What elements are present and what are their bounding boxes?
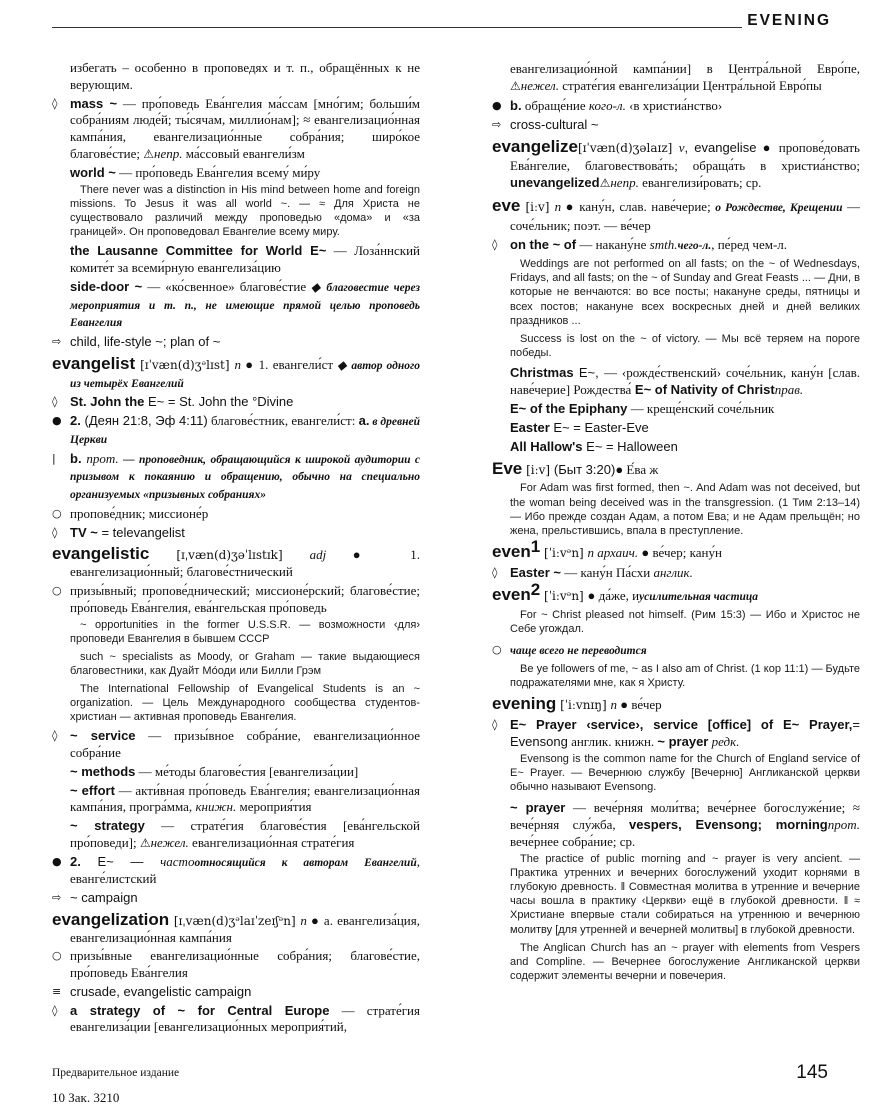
pronunciation: [ɪˌvæn(d)ʒᵊlaɪˈzeɪʃᵊn] <box>169 913 301 928</box>
entry-line <box>52 818 420 852</box>
entry-headword-line <box>492 197 860 234</box>
usage-example: There never was a distinction in His mind between home and foreign missions. To Jesus it was all world ~. — ≈ Для Христа не существовало различий между проповедью «дома» и «за границей». Он проповедовал Евангелие всему миру. <box>70 184 420 239</box>
sub-circle-icon: ○ <box>52 583 62 597</box>
entry-line <box>52 583 420 617</box>
usage-example: such ~ specialists as Moody, or Graham — такие выдающиеся благовестники, как Дуайт Мо́оди или Билли Грэм <box>70 651 420 678</box>
gloss-note: ◆ благовестие через мероприятия и т. п., не имеющие прямой целью проповедь Евангелия <box>70 281 420 330</box>
translation: — про́поведь Ева́нгелия всему́ ми́ру <box>115 164 321 180</box>
translation: — креще́нский соче́льник <box>627 401 775 417</box>
pronunciation: [ˈiːvnɪŋ] <box>556 698 611 713</box>
translation: — накану́не <box>576 237 650 252</box>
translation: обраще́ние <box>521 98 589 113</box>
phrase: on the ~ of <box>510 237 577 252</box>
entry-line <box>52 279 420 332</box>
phrase: Easter ~ <box>510 565 561 581</box>
translation: — ме́тоды благове́стия [евангелиза́ции] <box>135 763 359 779</box>
plain-sans-text: (Деян 21:8, Эф 4:11) <box>80 413 208 428</box>
phrase: ~ strategy <box>70 818 145 833</box>
translation: благове́стник, евангели́ст: <box>207 413 359 428</box>
sub-circle-icon: ○ <box>52 949 62 963</box>
translation: страте́гия евангелиза́ции Центра́льной Евро́пы <box>558 78 822 93</box>
translation: призы́вный; пропове́днический; миссионе́рский; благове́стие; про́поведь Ева́нгелия, ева́нгельская про́поведь <box>70 582 420 615</box>
idiom-diamond-icon: ◊ <box>492 718 498 732</box>
warning-triangle-icon: ⚠ <box>510 79 521 93</box>
entry-line <box>52 890 420 907</box>
plain-sans-text: cross-cultural ~ <box>510 117 599 132</box>
warning-triangle-icon: ⚠ <box>143 146 155 161</box>
entry-line <box>492 116 860 133</box>
phrase: unevangelized <box>510 175 600 190</box>
phrase: ~ service <box>70 728 136 744</box>
entry-headword-line <box>492 460 860 479</box>
translation: ● ве́чер; кану́н <box>638 545 722 561</box>
phrase: ~ methods <box>70 763 136 779</box>
pronunciation: [iːv] <box>522 463 554 478</box>
header-rule <box>52 27 742 28</box>
entry-line <box>492 364 860 398</box>
gloss-note: чего-л. <box>677 240 712 252</box>
entry-line <box>52 525 420 542</box>
phrase: E~ of the Epiphany <box>510 401 628 417</box>
plain-sans-text: ~ campaign <box>70 890 138 905</box>
entry-line <box>52 506 420 523</box>
usage-example: Weddings are not performed on all fasts; on the ~ of Wednesdays, Fridays, and all fasts; on the ~ of Sunday and Great Feasts ... — Дни, в которые не венчаются: во все посты; накануне среды, пятницы и всех постов; накануне всех воскресных дней и дней великих праздников ... <box>510 258 860 327</box>
phrase: the Lausanne Committee for World E~ <box>70 243 327 259</box>
usage-example: The practice of public morning and ~ prayer is very ancient. — Практика утренних и вечерних богослужений уходит корнями в глубокую древность. ‖ Совместная молитва в утренние и вечерние часы вошла в практику ‹Церкви› ещё в глубокой древности. ‖ ≈ Христиане впервые стали собираться на утреннюю и вечернюю молитву [для утренней и вечерней молитвы] в глубокой древности. <box>510 852 860 936</box>
entry-headword-line <box>52 909 420 947</box>
gloss-note: чаще всего не переводится <box>510 644 647 657</box>
translation: , еванге́листский <box>70 853 420 887</box>
entry-line <box>492 97 860 114</box>
see-arrow-icon: ⇨ <box>52 891 62 904</box>
translation: — вече́рняя моли́тва; вече́рнее богослуже́ние; ≈ вече́рняя слу́жба, <box>510 799 860 832</box>
phrase: world ~ <box>70 164 116 180</box>
translation: ● a. евангелиза́ция, евангелизацио́нная кампа́ния <box>70 912 420 945</box>
translation: ● 1. евангели́ст <box>240 356 338 372</box>
plain-sans-text: child, life-style ~; plan of ~ <box>70 334 221 349</box>
usage-label: smth. <box>649 237 678 252</box>
phrase: All Hallow's <box>510 439 583 455</box>
translation: , пе́ред чем-л. <box>711 237 788 252</box>
usage-example: The International Fellowship of Evangelical Students is an ~ organization. — Цель Международного сообщества студентов-христиан — активная проповедь Евангелия. <box>70 683 420 724</box>
entry-line <box>52 334 420 351</box>
homonym-number: 2 <box>530 579 541 599</box>
usage-label: прот. <box>827 816 860 832</box>
headword: evangelize <box>492 137 578 156</box>
part-of-speech: n <box>554 199 562 214</box>
phrase: b. <box>510 98 522 113</box>
idiom-diamond-icon: ◊ <box>492 238 498 251</box>
translation: — кану́н Па́схи <box>560 565 651 581</box>
translation: ● кану́н, слав. наве́черие; <box>561 199 716 214</box>
usage-example: Evensong is the common name for the Church of England service of E~ Prayer. — Вечернюю службу [Вечерню] Англиканской церкви обычно называют Evensong. <box>510 753 860 794</box>
translation: — соче́льник; поэт. — ве́чер <box>510 199 861 233</box>
plain-sans-text: (Быт 3:20) <box>553 462 616 478</box>
translation: ‹в христиа́нство› <box>625 98 723 113</box>
headword: even <box>492 585 531 605</box>
translation: — страте́гия евангелиза́ции [евангелизацио́нных мероприя́тий, <box>70 1002 420 1035</box>
entry-line <box>52 243 420 277</box>
plain-sans-text: = Evensong <box>510 717 860 750</box>
part-of-speech: n <box>610 697 617 713</box>
translation: — про́поведь Ева́нгелия ма́ссам [мно́гим; больши́м собра́ниям люде́й; ты́сячам, миллио́нам]; ≈ евангелизацио́нная кампа́ния, евангелизацио́нные собра́ния; широ́кое благове́стие; <box>70 95 420 161</box>
entry-line <box>52 764 420 781</box>
usage-label: англик. <box>650 565 693 581</box>
translation: ● да́же, и <box>587 588 640 604</box>
superscript <box>530 536 541 556</box>
usage-example: For Adam was first formed, then ~. And Adam was not deceived, but the woman being deceived was in the transgression. (1 Тим 2:13–14) — Ибо прежде создан Адам, а потом Ева; и не Адам прельщён; но жена, прельстившись, впала в преступление. <box>510 482 860 538</box>
sub-circle-icon: ○ <box>492 642 502 656</box>
part-of-speech: v <box>678 140 685 155</box>
gloss-note: в древней Церкви <box>70 416 420 446</box>
entry-line <box>52 96 420 163</box>
pronunciation: [ɪˈvæn(d)ʒᵊlɪst] <box>135 357 235 372</box>
phrase: mass ~ <box>70 95 118 111</box>
usage-label: прот. <box>81 450 119 466</box>
phrase: E~ Prayer ‹service›, service [office] of E~ Prayer, <box>510 717 853 733</box>
entry-line <box>52 948 420 982</box>
entry-line <box>52 413 420 449</box>
translation: ● Е́ва ж <box>615 462 659 478</box>
entry-headword-line <box>492 579 860 606</box>
see-arrow-icon: ⇨ <box>52 335 62 348</box>
phrase: Christmas <box>510 365 574 381</box>
entry-line <box>52 1003 420 1037</box>
usage-example: Be ye followers of me, ~ as I also am of Christ. (1 кор 11:1) — Будьте подражателями мне, как я Христу. <box>510 662 860 689</box>
phrase: Easter <box>510 420 550 436</box>
translation: — ‹рожде́ственский› соче́льник, кану́н [слав. наве́черие] Рождества́ <box>510 365 860 398</box>
translation: евангелизацио́нная страте́гия <box>188 834 355 850</box>
continued-text: избегать – особенно в проповедях и т. п., обращённых к не верующим. <box>70 60 420 92</box>
superscript <box>530 579 541 599</box>
pronunciation: [ˈiːvᵊn] <box>540 546 588 561</box>
phrase: b. <box>70 450 82 466</box>
usage-label: часто <box>160 853 195 869</box>
phrase: 2. <box>70 853 81 869</box>
entry-line <box>492 564 860 581</box>
phrase: ~ prayer <box>657 734 709 750</box>
pronunciation: [ɪˈvæn(d)ʒəlaɪz] <box>578 141 679 155</box>
gloss-note: о Рождестве, Крещении <box>715 202 843 214</box>
headword: evangelist <box>52 353 136 373</box>
entry-line <box>52 451 420 504</box>
warning-triangle-icon: ⚠ <box>599 176 611 190</box>
usage-label: книжн. <box>195 799 237 815</box>
phrase: a strategy of ~ for Central Europe <box>70 1002 330 1018</box>
translation: пропове́дник; миссионе́р <box>70 505 209 521</box>
phrase: ~ effort <box>70 782 115 798</box>
usage-label: нежел. <box>520 78 559 93</box>
idiom-diamond-icon: ◊ <box>52 96 58 110</box>
entry-line <box>52 60 420 94</box>
footer-order: 10 Зак. 3210 <box>52 1090 120 1105</box>
entry-line <box>52 854 420 889</box>
gloss-note: относящийся к авторам Евангелий <box>194 856 417 869</box>
plain-sans-text: crusade, evangelistic campaign <box>70 983 252 999</box>
usage-example: Success is lost on the ~ of victory. — Мы всё теряем на пороге победы. <box>510 333 860 360</box>
bar-marker-icon: | <box>52 451 56 465</box>
plain-sans-text: E~ = St. John the °Divine <box>144 394 294 410</box>
headword: even <box>492 542 531 562</box>
translation: — акти́вная про́поведь Ева́нгелия; евангелизацио́нная кампа́ния, програ́мма, <box>70 782 420 815</box>
homonym-number: 1 <box>530 536 541 556</box>
sense-bullet-icon: ● <box>52 854 62 868</box>
entry-headword-line <box>52 546 420 581</box>
phrase: ~ prayer <box>510 799 566 815</box>
part-of-speech: n <box>234 356 241 372</box>
entry-line <box>492 438 860 455</box>
plain-sans-text: E~ = Easter-Eve <box>549 420 649 436</box>
pronunciation: [ˈiːvᵊn] <box>540 589 588 604</box>
footer-edition: Предварительное издание <box>52 1067 180 1079</box>
translation: мероприя́тия <box>236 799 312 815</box>
entry-headword-line <box>52 353 420 393</box>
plain-sans-text: E~ — <box>80 853 161 869</box>
entry-line <box>52 165 420 182</box>
usage-label: непр. <box>154 145 183 161</box>
translation: вече́рнее собра́ние; ср. <box>510 833 636 849</box>
phrase: E~ of Nativity of Christ <box>631 382 775 398</box>
entry-line <box>492 641 860 660</box>
phrase: side-door ~ <box>70 278 143 294</box>
headword: Eve <box>492 459 523 479</box>
phrase: St. John the <box>70 394 145 410</box>
headword: evening <box>492 694 557 714</box>
translation: англик. книжн. <box>567 734 658 750</box>
usage-example: ~ opportunities in the former U.S.S.R. — возможности ‹для› проповеди Евангелия в бывшем СССР <box>70 619 420 646</box>
synonym-icon: ≡ <box>52 984 62 998</box>
entry-line <box>52 783 420 817</box>
phrase: vespers, Evensong; morning <box>629 816 828 832</box>
translation: евангелизи́ровать; ср. <box>638 175 762 190</box>
part-of-speech: n <box>300 912 307 928</box>
headword: eve <box>492 196 521 215</box>
headword: evangelization <box>52 909 170 929</box>
headword: evangelistic <box>52 544 150 564</box>
idiom-diamond-icon: ◊ <box>492 566 498 580</box>
usage-label: нежел. <box>150 834 189 850</box>
entry-headword-line <box>492 695 860 714</box>
entry-headword-line <box>492 138 860 192</box>
translation: ● пропове́довать Ева́нгелие, благовествова́ть; обраща́ть в христиа́нство; <box>510 140 860 173</box>
sense-bullet-icon: ● <box>52 414 62 427</box>
entry-line <box>52 728 420 762</box>
pronunciation: [ɪˌvæn(d)ʒəˈlɪstɪk] <box>149 548 310 563</box>
usage-label: непр. <box>610 175 639 190</box>
entry-line <box>52 984 420 1001</box>
right-column <box>492 60 860 987</box>
gloss-note: ◆ автор одного из четырёх Евангелий <box>70 359 420 390</box>
translation: — призы́вное собра́ние, евангелизацио́нное собра́ние <box>70 728 420 760</box>
sub-circle-icon: ○ <box>52 506 62 520</box>
phrase: TV ~ <box>70 524 98 540</box>
usage-label: редк. <box>708 734 740 750</box>
translation: ● 1. евангелизацио́нный; благове́стнический <box>70 547 421 579</box>
entry-line <box>492 419 860 436</box>
running-head: EVENING <box>747 12 831 29</box>
plain-sans-text: E~ = Halloween <box>582 439 678 455</box>
idiom-diamond-icon: ◊ <box>52 525 58 539</box>
plain-sans-text: , evangelise <box>684 140 763 155</box>
entry-line <box>492 400 860 417</box>
translation: ма́ссовый евангели́зм <box>182 145 305 161</box>
entry-line <box>52 394 420 411</box>
usage-label: кого-л. <box>588 98 626 113</box>
translation: — Лоза́ннский комите́т за всеми́рную евангелиза́цию <box>70 243 420 275</box>
entry-line <box>492 236 860 255</box>
entry-headword-line <box>492 536 860 562</box>
usage-example: The Anglican Church has an ~ prayer with elements from Vespers and Compline. — Вечернее богослужение Англиканской церкви содержит элементы вечерни и повечерия. <box>510 941 860 983</box>
plain-sans-text: = televangelist <box>97 524 185 540</box>
phrase: a. <box>358 413 370 428</box>
phrase: 2. <box>70 413 81 428</box>
gloss-note: — проповедник, обращающийся к широкой аудитории с призывом к покаянию и обращению, обычно на специально организуемых «призывных собраниях» <box>70 453 420 501</box>
translation: — «ко́свенное» благове́стие <box>142 278 312 294</box>
sense-bullet-icon: ● <box>492 99 502 112</box>
translation: ● ве́чер <box>617 697 662 713</box>
entry-line <box>492 799 860 850</box>
warning-triangle-icon: ⚠ <box>139 835 151 850</box>
translation: евангелизацио́нной кампа́нии] в Центра́льной Евро́пе, <box>510 61 860 76</box>
left-column <box>52 60 420 1038</box>
translation: призы́вные евангелизацио́нные собра́ния; благове́стие, про́поведь Ева́нгелия <box>70 948 420 980</box>
plain-sans-text: E~, <box>573 365 604 381</box>
see-arrow-icon: ⇨ <box>492 118 502 131</box>
usage-example: For ~ Christ pleased not himself. (Рим 15:3) — Ибо и Христос не Себе угождал. <box>510 609 860 636</box>
part-of-speech: adj <box>309 547 327 563</box>
entry-line <box>492 60 860 95</box>
idiom-diamond-icon: ◊ <box>52 729 58 743</box>
gloss-note: усилительная частица <box>639 591 759 604</box>
pronunciation: [iːv] <box>520 200 555 214</box>
page-number: 145 <box>796 1062 828 1083</box>
part-of-speech: n архаич. <box>587 545 639 561</box>
idiom-diamond-icon: ◊ <box>52 395 58 409</box>
entry-line <box>492 716 860 750</box>
idiom-diamond-icon: ◊ <box>52 1003 58 1017</box>
usage-label: прав. <box>774 382 804 398</box>
translation: — страте́гия благове́стия [ева́нгельской про́поведи]; <box>70 818 420 850</box>
